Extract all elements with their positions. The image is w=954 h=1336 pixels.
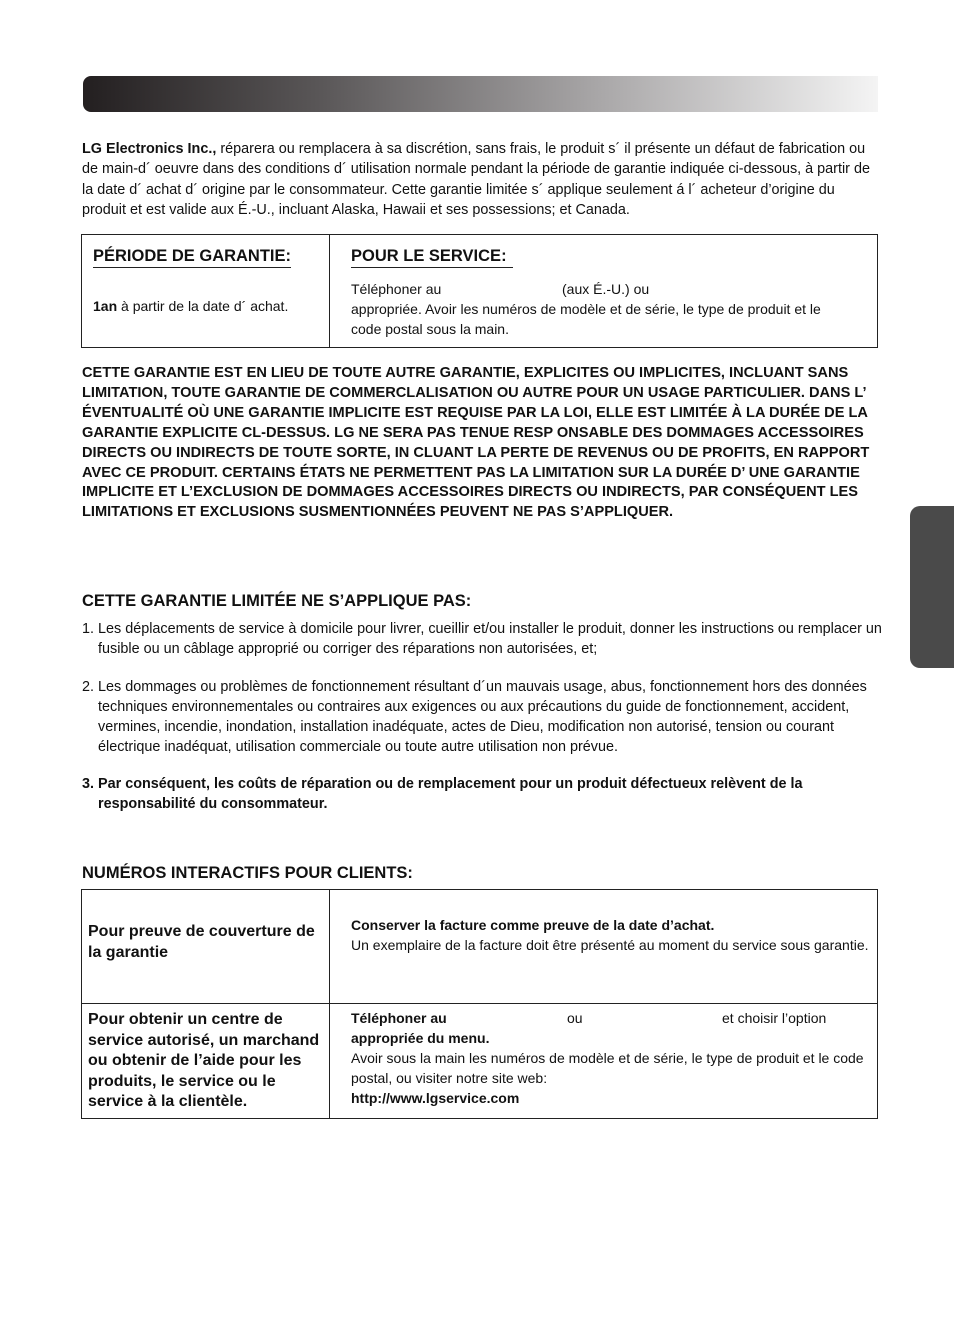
contacts-table [81,889,878,1119]
exclusion-item-3 [82,775,882,815]
row2-menu: appropriée du menu. [351,1030,490,1046]
service-requirements: Avoir les numéros de modèle et de série, le type de produit et le [421,301,821,317]
row2-option: et choisir l’option [722,1010,827,1026]
intro-paragraph [82,139,882,220]
column-divider [329,235,330,347]
period-duration: 1an [93,298,118,314]
row2-phone: Téléphoner au [351,1010,447,1026]
item-text: Les dommages ou problèmes de fonctionnement résultant d´un mauvais usage, abus, fonctionnement hors des données techniques environnementales ou contraires aux exigences ou aux précautions du guide de fonctionnement, accident, vermines, incendie, inondation, installation inadéquate, actes de Dieu, modification non autorisé, tension ou courant électrique inadéquat, utilisation commerciale ou toute autre utilisation non prévue. [98,679,867,755]
warranty-table [81,234,878,348]
row1-text: Un exemplaire de la facture doit être présenté au moment du service sous garantie. [351,937,869,953]
row2-text: Avoir sous la main les numéros de modèle et de série, le type de produit et le code postal, ou visiter notre site web: [351,1050,864,1086]
column-divider [329,890,330,1118]
row1-bold: Conserver la facture comme preuve de la date d’achat. [351,917,715,933]
service-line-3: code postal sous la main. [351,321,509,337]
service-phone-label: Téléphoner au [351,281,442,297]
item-number: 3. [82,776,95,792]
exclusion-item-1 [82,620,882,660]
period-heading: PÉRIODE DE GARANTIE: [93,247,291,268]
row1-content [351,915,871,955]
row2-or: ou [567,1010,583,1026]
intro-text: réparera ou remplacera à sa discrétion, sans frais, le produit s´ il présente un défaut de fabrication ou de main-d´ oeuvre dans des conditions d´ utilisation normale pendant la période de garantie indiquée ci-dessous, à partir de la date d´ achat d´ origine par le consommateur. Cette garantie limitée s´ applique seulement á l´ acheteur d’origine du produit et est valide aux É.-U., incluant Alaska, Hawaii et ses possessions; et Canada. [82,141,870,218]
warranty-disclaimer: CETTE GARANTIE EST EN LIEU DE TOUTE AUTRE GARANTIE, EXPLICITES OU IMPLICITES, INCLUANT SANS LIMITATION, TOUTE GARANTIE DE COMMERCLALISATION OU AUTRE POUR UN USAGE PARTICULIER. DANS L’ ÉVENTUALITÉ OÙ UNE GARANTIE IMPLICITE EST REQUISE PAR LA LOI, ELLE EST LIMITÉE À LA DURÉE DE LA GARANTIE EXPLICITE CL-DESSUS. LG NE SERA PAS TENUE RESP ONSABLE DES DOMMAGES ACCESSOIRES DIRECTS OU INDIRECTS DE TOUTE SORTE, IN CLUANT LA PERTE DE REVENUS OU DE PROFITS, EN RAPPORT AVEC CE PRODUIT. CERTAINS ÉTATS NE PERMETTENT PAS LA LIMITATION SUR LA DURÉE D’ UNE GARANTIE IMPLICITE ET L’EXCLUSION DE DOMMAGES ACCESSOIRES DIRECTS OU INDIRECTS, PAR CONSÉQUENT LES LIMITATIONS ET EXCLUSIONS SUSMENTIONNÉES PEUVENT NE PAS S’APPLIQUER. [82,365,870,521]
exclusion-item-2 [82,678,882,758]
service-region: (aux É.-U.) ou [562,281,650,297]
company-name: LG Electronics Inc., [82,141,217,157]
lgservice-link[interactable]: http://www.lgservice.com [351,1090,520,1106]
row1-label: Pour preuve de couverture de la garantie [88,923,315,961]
item-number: 2. [82,679,95,695]
item-text: Les déplacements de service à domicile pour livrer, cueillir et/ou installer le produit, donner les instructions ou remplacer un fusible ou un câblage approprié ou corriger des réparations non autorisées, et; [98,621,882,657]
service-heading: POUR LE SERVICE: [351,247,513,268]
item-text: Par conséquent, les coûts de réparation ou de remplacement pour un produit défectueux relèvent de la responsabilité du consommateur. [98,776,803,812]
side-tab [910,506,954,668]
service-appropriate: appropriée. [351,301,422,317]
exclusions-heading: CETTE GARANTIE LIMITÉE NE S’APPLIQUE PAS: [82,592,472,610]
row2-content [351,1028,871,1108]
service-line-1 [351,279,441,299]
row-divider [82,1003,877,1004]
period-text: à partir de la date d´ achat. [117,298,289,314]
contacts-heading: NUMÉROS INTERACTIFS POUR CLIENTS: [82,864,413,882]
period-value [93,296,288,316]
item-number: 1. [82,621,95,637]
service-line-2 [351,299,871,319]
row2-label: Pour obtenir un centre de service autorisé, un marchand ou obtenir de l’aide pour les produits, le service ou le service à la clientèle. [88,1011,320,1110]
header-bar [83,76,878,112]
